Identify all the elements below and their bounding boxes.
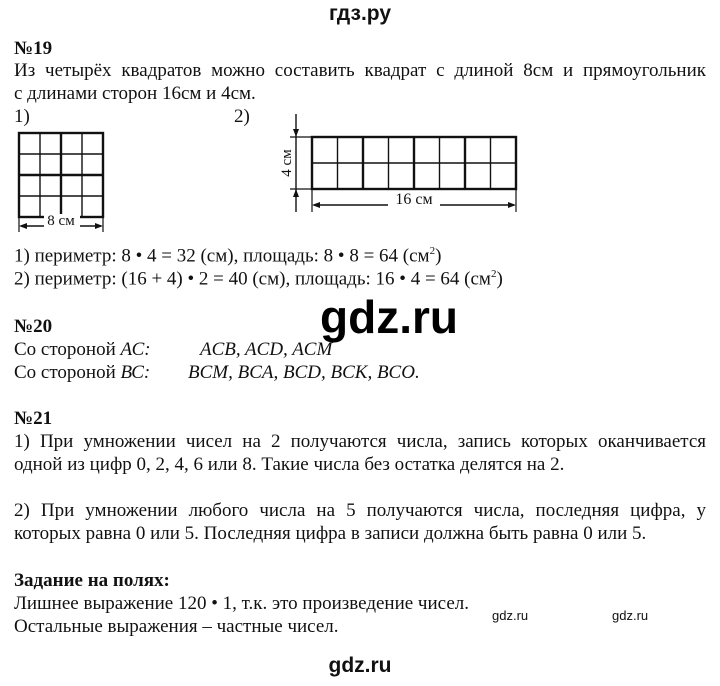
task21-number: №21 <box>14 408 53 429</box>
answer2-text: 2) периметр: (16 + 4) • 2 = 40 (см), площадь: 16 • 4 = 64 (см <box>14 268 491 290</box>
figure-square-grid <box>14 128 114 234</box>
watermark-small-2: gdz.ru <box>612 608 649 623</box>
task21-p2-line2: которых равна 0 или 5. Последняя цифра в записи должна быть равна 0 или 5. <box>14 523 647 544</box>
watermark-small-1: gdz.ru <box>492 608 529 623</box>
fig2-label: 2) <box>234 106 250 127</box>
task20-line1 <box>14 339 151 361</box>
margin-task-title: Задание на полях: <box>14 570 170 591</box>
task21-p1-line2: одной из цифр 0, 2, 4, 6 или 8. Такие числа без остатка делятся на 2. <box>14 454 565 475</box>
task20-line2 <box>14 362 150 384</box>
task19-answer2 <box>14 263 503 290</box>
task19-text-line2: с длинами сторон 16см и 4см. <box>14 83 256 104</box>
answer1-close: ) <box>435 245 442 267</box>
margin-task-line1: Лишнее выражение 120 • 1, т.к. это произведение чисел. <box>14 593 469 614</box>
task20-line2-side: ВС: <box>120 362 151 383</box>
task21-p2-line1: 2) При умножении любого числа на 5 получаются числа, последняя цифра, у <box>14 500 706 521</box>
task20-line2-values: BCM, BCA, BCD, BCK, BCO. <box>188 362 420 383</box>
margin-task-line2: Остальные выражения – частные чисел. <box>14 616 339 637</box>
task20-number: №20 <box>14 316 53 337</box>
site-header: гдз.ру <box>328 2 392 25</box>
answer1-text: 1) периметр: 8 • 4 = 32 (см), площадь: 8 • 8 = 64 (см <box>14 245 430 267</box>
figure-rectangle-grid <box>270 112 524 218</box>
task20-line2-prefix: Со стороной <box>14 362 121 383</box>
task20-line1-side: АС: <box>120 339 151 360</box>
fig1-label: 1) <box>14 106 30 127</box>
answer2-sup: 2 <box>490 268 497 280</box>
answer1-sup: 2 <box>429 245 436 257</box>
task20-line1-prefix: Со стороной <box>14 339 121 360</box>
watermark-bottom: gdz.ru <box>328 654 392 677</box>
fig1-dimension-label: 8 см <box>47 213 75 229</box>
fig2-height-label: 4 см <box>279 149 295 177</box>
task19-text-line1: Из четырёх квадратов можно составить квадрат с длиной 8см и прямоугольник <box>14 60 706 81</box>
task20-line1-values: ACB, ACD, ACM <box>200 339 333 360</box>
answer2-close: ) <box>496 268 503 290</box>
watermark-big: gdz.ru <box>320 291 458 343</box>
task21-p1-line1: 1) При умножении чисел на 2 получаются числа, запись которых оканчивается <box>14 431 706 452</box>
task19-number: №19 <box>14 38 53 59</box>
fig2-width-label: 16 см <box>395 191 433 208</box>
